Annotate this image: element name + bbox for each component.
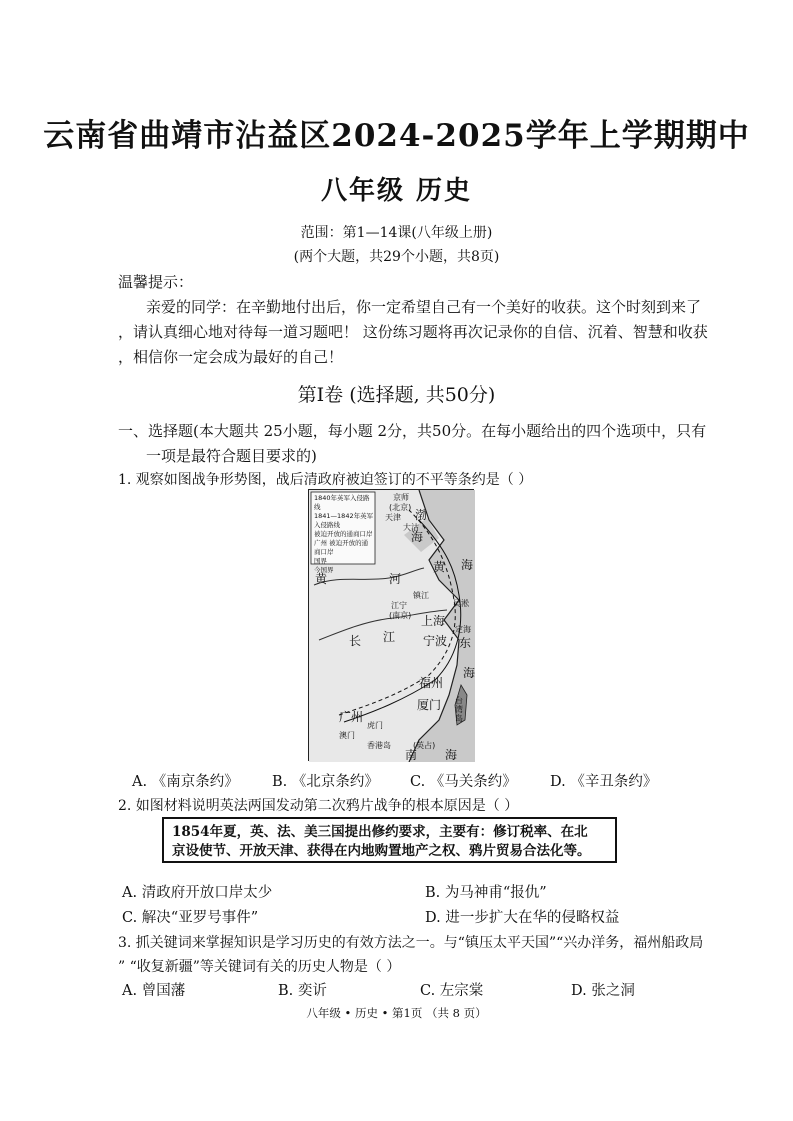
q2-option-c: C. 解决“亚罗号事件” xyxy=(122,910,259,926)
map-label-taiwan: 台湾岛 xyxy=(455,696,463,723)
legend-item: 1840年英军入侵路线 xyxy=(314,494,370,511)
map-label-bohai-1: 渤 xyxy=(415,508,428,522)
tips-line-3: ，相信你一定会成为最好的自己！ xyxy=(118,348,344,366)
legend-item: 被迫开放的通商口岸 xyxy=(314,530,373,538)
legend-item: 广州 被迫开放的通商口岸 xyxy=(314,539,369,556)
map-label-ningbo: 宁波 xyxy=(423,634,448,648)
map-label-beijing: (北京) xyxy=(389,503,412,512)
map-label-hai-4: 海 xyxy=(445,748,458,762)
map-label-jingshi: 京师 xyxy=(393,493,409,502)
question-1-stem: 1. 观察如图战争形势图，战后清政府被迫签订的不平等条约是（ ） xyxy=(118,472,533,488)
map-label-nan: 南 xyxy=(405,748,418,762)
q1-option-b: B. 《北京条约》 xyxy=(272,774,379,790)
map-label-dong: 东 xyxy=(459,636,472,650)
map-label-wusong: 吴淞 xyxy=(453,599,469,608)
map-label-chang: 长 xyxy=(349,634,362,648)
q3-option-a: A. 曾国藩 xyxy=(122,983,186,999)
map-label-xianggang: 香港岛 xyxy=(367,741,391,750)
tips-line-1: 亲爱的同学：在辛勤地付出后，你一定希望自己有一个美好的收获。这个时刻到来了 xyxy=(146,298,702,316)
map-label-dagu: 大沽 xyxy=(403,523,419,532)
q2-source-box xyxy=(162,817,617,863)
legend-item: 今国界 xyxy=(314,566,334,574)
q2-option-b: B. 为马神甫“报仇” xyxy=(425,885,547,901)
q3-option-d: D. 张之洞 xyxy=(571,983,635,999)
tips-line-2: ，请认真细心地对待每一道习题吧！ 这份练习题将再次记录你的自信、沉着、智慧和收获 xyxy=(118,323,708,341)
q2-option-d: D. 进一步扩大在华的侵略权益 xyxy=(425,910,620,926)
map-label-guangzhou: 广州 xyxy=(339,710,364,724)
map-legend xyxy=(314,494,374,575)
question-2-stem: 2. 如图材料说明英法两国发动第二次鸦片战争的根本原因是（ ） xyxy=(118,798,519,814)
part-title: 第Ⅰ卷 (选择题, 共50分) xyxy=(297,384,496,406)
question-3-stem-line-1: 3. 抓关键词来掌握知识是学习历史的有效方法之一。与“镇压太平天国”“兴办洋务，福州船政局 xyxy=(118,935,704,951)
map-label-hai-3: 海 xyxy=(463,666,476,680)
map-label-he: 河 xyxy=(389,572,402,586)
q3-option-c: C. 左宗棠 xyxy=(420,983,484,999)
legend-item: 国界 xyxy=(314,557,327,565)
map-label-huanghai-1: 黄 xyxy=(433,560,446,574)
map-label-zhenjiang: 镇江 xyxy=(413,591,429,600)
map-label-yingzhan: (英占) xyxy=(413,741,436,750)
q1-option-c: C. 《马关条约》 xyxy=(410,774,517,790)
map-label-jiangning: 江宁 xyxy=(391,601,407,610)
map-label-nanjing: (南京) xyxy=(389,611,412,620)
exam-structure: (两个大题，共29个小题，共8页) xyxy=(293,249,500,265)
map-label-humen: 虎门 xyxy=(367,721,383,730)
war-map xyxy=(308,489,474,761)
section-intro-line-2: 一项是最符合题目要求的) xyxy=(146,447,317,465)
q2-source-line-2: 京设使节、开放天津、获得在内地购置地产之权、鸦片贸易合法化等。 xyxy=(172,843,591,859)
map-label-xiamen: 厦门 xyxy=(417,698,442,712)
q1-option-d: D. 《辛丑条约》 xyxy=(550,774,658,790)
q2-source-line-1: 1854年夏，英、法、美三国提出修约要求，主要有：修订税率、在北 xyxy=(172,824,588,840)
exam-scope: 范围：第1—14课(八年级上册) xyxy=(300,225,493,241)
exam-subtitle: 八年级 历史 xyxy=(320,176,473,206)
map-label-jiang: 江 xyxy=(383,630,396,644)
map-label-huanghai-2: 海 xyxy=(461,558,474,572)
exam-title: 云南省曲靖市沾益区2024-2025学年上学期期中 xyxy=(43,118,750,154)
map-label-tianjin: 天津 xyxy=(385,513,401,522)
tips-label: 温馨提示： xyxy=(118,273,194,291)
map-label-fuzhou: 福州 xyxy=(419,676,444,690)
question-3-stem-line-2: ” “收复新疆”等关键词有关的历史人物是（ ） xyxy=(118,959,401,975)
map-label-dinghai: 定海 xyxy=(455,625,471,634)
map-label-huang: 黄 xyxy=(315,572,328,586)
section-intro-line-1: 一、选择题(本大题共 25小题，每小题 2分，共50分。在每小题给出的四个选项中，只有 xyxy=(118,422,707,440)
map-label-shanghai: 上海 xyxy=(421,614,446,628)
legend-item: 1841—1842年英军入侵路线 xyxy=(314,512,374,529)
q1-option-a: A. 《南京条约》 xyxy=(132,774,239,790)
map-label-aomen: 澳门 xyxy=(339,731,355,740)
q2-option-a: A. 清政府开放口岸太少 xyxy=(122,885,273,901)
q3-option-b: B. 奕䜣 xyxy=(278,983,327,999)
page-footer: 八年级 • 历史 • 第1页 （共 8 页） xyxy=(306,1006,487,1020)
map-label-bohai-2: 海 xyxy=(411,530,424,544)
